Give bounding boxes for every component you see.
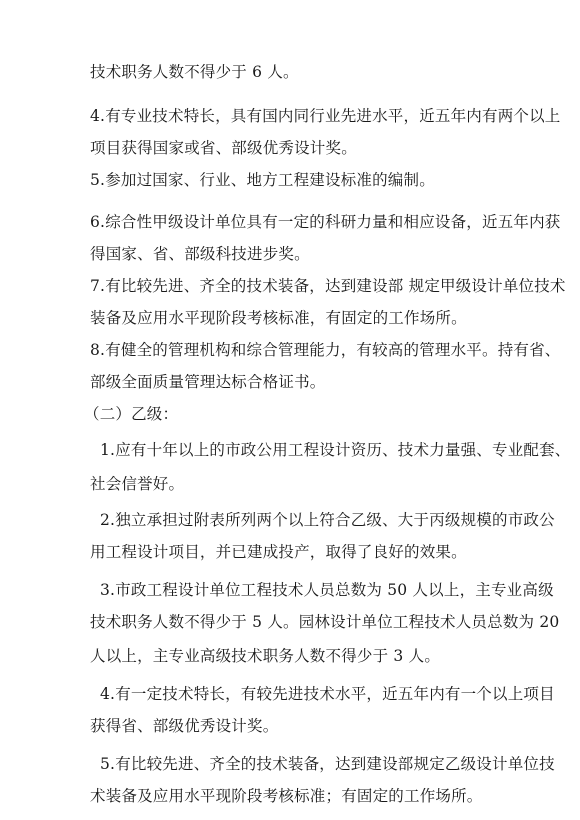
text-line: 术装备及应用水平现阶段考核标准；有固定的工作场所。 [90,787,483,805]
text-line: 装备及应用水平现阶段考核标准，有固定的工作场所。 [90,309,467,327]
text-line: 技术职务人数不得少于 5 人。园林设计单位工程技术人员总数为 20 [90,613,560,631]
text-line: 8.有健全的管理机构和综合管理能力，有较高的管理水平。持有省、 [90,341,561,359]
text-line: 2.独立承担过附表所列两个以上符合乙级、大于丙级规模的市政公 [100,511,555,529]
text-line: 4.有一定技术特长，有较先进技术水平，近五年内有一个以上项目 [100,685,555,703]
text-line: 社会信誉好。 [90,475,185,493]
text-line: 5.参加过国家、行业、地方工程建设标准的编制。 [90,171,435,189]
text-line: 部级全面质量管理达标合格证书。 [90,373,326,391]
text-line: 项目获得国家或省、部级优秀设计奖。 [90,139,357,157]
text-line: 1.应有十年以上的市政公用工程设计资历、技术力量强、专业配套、 [100,441,571,459]
text-line: 人以上，主专业高级技术职务人数不得少于 3 人。 [90,647,441,665]
text-line: 用工程设计项目，并已建成投产，取得了良好的效果。 [90,543,467,561]
text-line: 获得省、部级优秀设计奖。 [90,717,279,735]
text-line: 4.有专业技术特长，具有国内同行业先进水平，近五年内有两个以上 [90,107,561,125]
text-line: 3.市政工程设计单位工程技术人员总数为 50 人以上，主专业高级 [100,581,554,599]
text-line: 7.有比较先进、齐全的技术装备，达到建设部 规定甲级设计单位技术 [90,277,566,295]
text-line: 技术职务人数不得少于 6 人。 [90,63,299,81]
text-line: 5.有比较先进、齐全的技术装备，达到建设部规定乙级设计单位技 [100,755,555,773]
section-heading: （二）乙级： [84,405,179,423]
text-line: 6.综合性甲级设计单位具有一定的科研力量和相应设备，近五年内获 [90,213,561,231]
text-line: 得国家、省、部级科技进步奖。 [90,245,310,263]
